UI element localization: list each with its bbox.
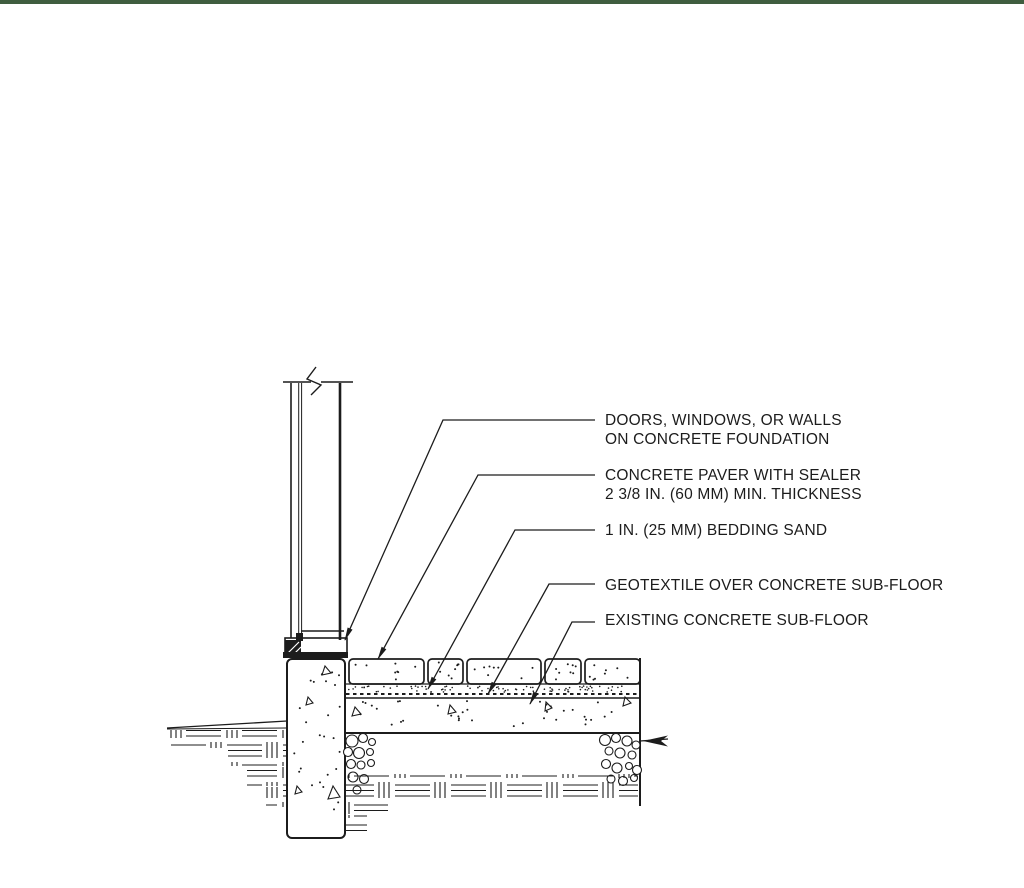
callout-line: EXISTING CONCRETE SUB-FLOOR [605,612,869,629]
grade-line [167,721,287,729]
callout-existing-subfloor [605,611,869,630]
callout-doors-windows [605,411,842,449]
existing-concrete-subfloor [346,697,640,733]
callout-line: ON CONCRETE FOUNDATION [605,431,830,448]
concrete-foundation [287,659,345,838]
callout-line: 2 3/8 IN. (60 MM) MIN. THICKNESS [605,486,862,503]
weatherstrip [296,633,303,641]
callout-bedding-sand [605,521,827,540]
paver [349,659,424,684]
wall-break-symbol [307,367,321,395]
callout-line: DOORS, WINDOWS, OR WALLS [605,412,842,429]
callout-concrete-paver [605,466,862,504]
threshold-band [283,652,348,658]
compacted-earth-left [168,730,287,807]
callout-geotextile [605,576,943,595]
compacted-earth-right [346,774,638,835]
callout-line: GEOTEXTILE OVER CONCRETE SUB-FLOOR [605,577,944,594]
callout-line: CONCRETE PAVER WITH SEALER [605,467,862,484]
threshold-sill [283,631,348,658]
callout-line: 1 IN. (25 MM) BEDDING SAND [605,522,828,539]
concrete-pavers [349,659,640,684]
door-window-wall [283,382,353,640]
edge-markers [640,736,668,747]
paver [467,659,541,684]
leader-concrete-paver [378,475,595,659]
